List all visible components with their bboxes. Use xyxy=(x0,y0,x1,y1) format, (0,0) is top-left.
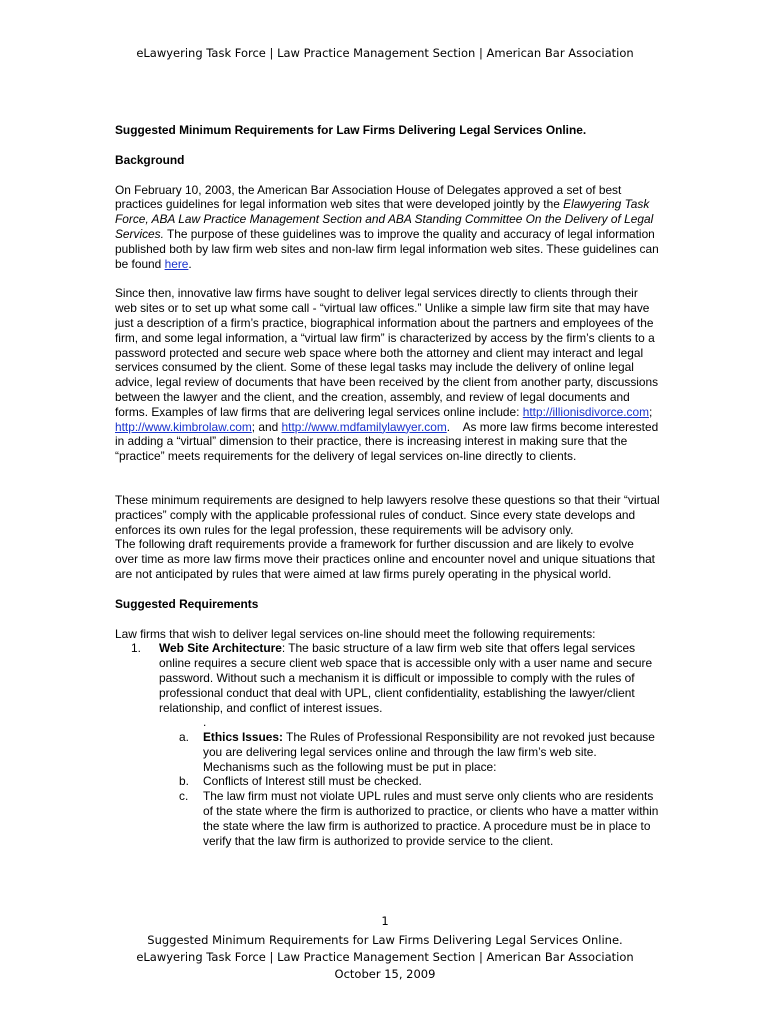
mdfamilylawyer-link[interactable]: http://www.mdfamilylawyer.com xyxy=(281,419,447,434)
sub-item-a-letter: a. xyxy=(179,730,189,745)
footer-organization: eLawyering Task Force | Law Practice Management Section | American Bar Association xyxy=(136,950,634,964)
background-paragraph-4: The following draft requirements provide a framework for further discussion and are likely to evolve over time as more law firms move their practices online and encounter novel and unique situations that are not anticipated by rules that were aimed at law firms purely operating in the physical world. xyxy=(115,537,655,581)
sub-item-c-text: The law firm must not violate UPL rules and must serve only clients who are residents of the state where the firm is authorized to practice, or clients who have a matter within the state where the law firm is authorized to practice. A procedure must be in place to verify that the law firm is authorized to provide service to the client. xyxy=(203,789,659,848)
p2-text-a: Since then, innovative law firms have sought to deliver legal services directly to clients through their web sites or to set up what some call - “virtual law offices.” Unlike a simple law firm site that may have just a description of a firm’s practice, biographical information about the partners and employees of the firm, and some legal information, a “virtual law firm” is characterized by access by the firm’s clients to a password protected and secure web space where both the attorney and client may interact and legal services consumed by the client. Some of these legal tasks may include the delivery of online legal advice, legal review of documents that have been received by the client from another party, discussions between the lawyer and the client, and the creation, assembly, and review of legal documents and forms. Examples of law firms that are delivering legal services online include: xyxy=(115,286,659,419)
sub-item-a xyxy=(115,730,660,774)
p2-separator-1: ; xyxy=(649,404,653,419)
page-header: eLawyering Task Force | Law Practice Management Section | American Bar Association xyxy=(136,46,634,60)
background-paragraph-2 xyxy=(115,286,660,464)
p2-separator-2: ; and xyxy=(251,419,282,434)
document-body xyxy=(115,123,660,848)
p1-emphasis: Elawyering Task Force, ABA Law Practice Management Section and ABA Standing Committee On the Delivery of Legal Services. xyxy=(115,197,654,241)
p1-text-c: . xyxy=(188,256,192,271)
requirements-heading: Suggested Requirements xyxy=(115,596,259,611)
kimbrolaw-link[interactable]: http://www.kimbrolaw.com xyxy=(115,419,252,434)
stray-dot: . xyxy=(203,715,207,730)
background-paragraph-1 xyxy=(115,183,660,272)
p1-text-a: On February 10, 2003, the American Bar Association House of Delegates approved a set of best practices guidelines for legal information web sites that were developed jointly by the xyxy=(115,182,622,212)
sub-item-a-title: Ethics Issues: xyxy=(203,730,283,745)
p2-text-b: . As more law firms become interested in adding a “virtual” dimension to their practice, there is increasing interest in making sure that the “practice” meets requirements for the delivery of legal services on-line directly to clients. xyxy=(115,419,662,464)
sub-item-b xyxy=(115,774,660,789)
illinois-divorce-link[interactable]: http://illionisdivorce.com xyxy=(522,404,649,419)
item-1-number: 1. xyxy=(131,641,141,656)
background-paragraph-3: These minimum requirements are designed to help lawyers resolve these questions so that their “virtual practices” comply with the applicable professional rules of conduct. Since every state develops and enforces its own rules for the legal profession, these requirements will be advisory only. xyxy=(115,492,660,537)
item-1-text: : The basic structure of a law firm web site that offers legal services online requires a secure client web space that is accessible only with a user name and secure password. Without such a mechanism it is difficult or impossible to comply with the rules of professional conduct that deal with UPL, client confidentiality, establishing the lawyer/client relationship, and conflict of interest issues. xyxy=(159,641,653,715)
requirements-intro: Law firms that wish to deliver legal services on-line should meet the following requirements: xyxy=(115,626,596,641)
guidelines-here-link[interactable]: here xyxy=(164,256,189,271)
requirement-item-1 xyxy=(115,641,660,715)
sub-item-c-letter: c. xyxy=(179,789,189,804)
requirements-list xyxy=(115,641,660,848)
footer-title: Suggested Minimum Requirements for Law Firms Delivering Legal Services Online. xyxy=(147,933,623,947)
sub-item-a-text: The Rules of Professional Responsibility are not revoked just because you are delivering legal services online and through the law firm’s web site. Mechanisms such as the following must be put in place: xyxy=(203,730,655,774)
footer-date: October 15, 2009 xyxy=(334,967,436,981)
background-heading: Background xyxy=(115,152,185,167)
p1-text-b: The purpose of these guidelines was to improve the quality and accuracy of legal information published both by law firm web sites and non-law firm legal information web sites. These guidelines can be found xyxy=(115,226,659,271)
item-1-title: Web Site Architecture xyxy=(159,641,282,656)
sub-item-b-text: Conflicts of Interest still must be checked. xyxy=(203,774,422,789)
sub-item-b-letter: b. xyxy=(179,774,189,789)
page-number: 1 xyxy=(381,914,389,928)
sub-item-c xyxy=(115,789,660,848)
document-title: Suggested Minimum Requirements for Law Firms Delivering Legal Services Online. xyxy=(115,123,587,137)
